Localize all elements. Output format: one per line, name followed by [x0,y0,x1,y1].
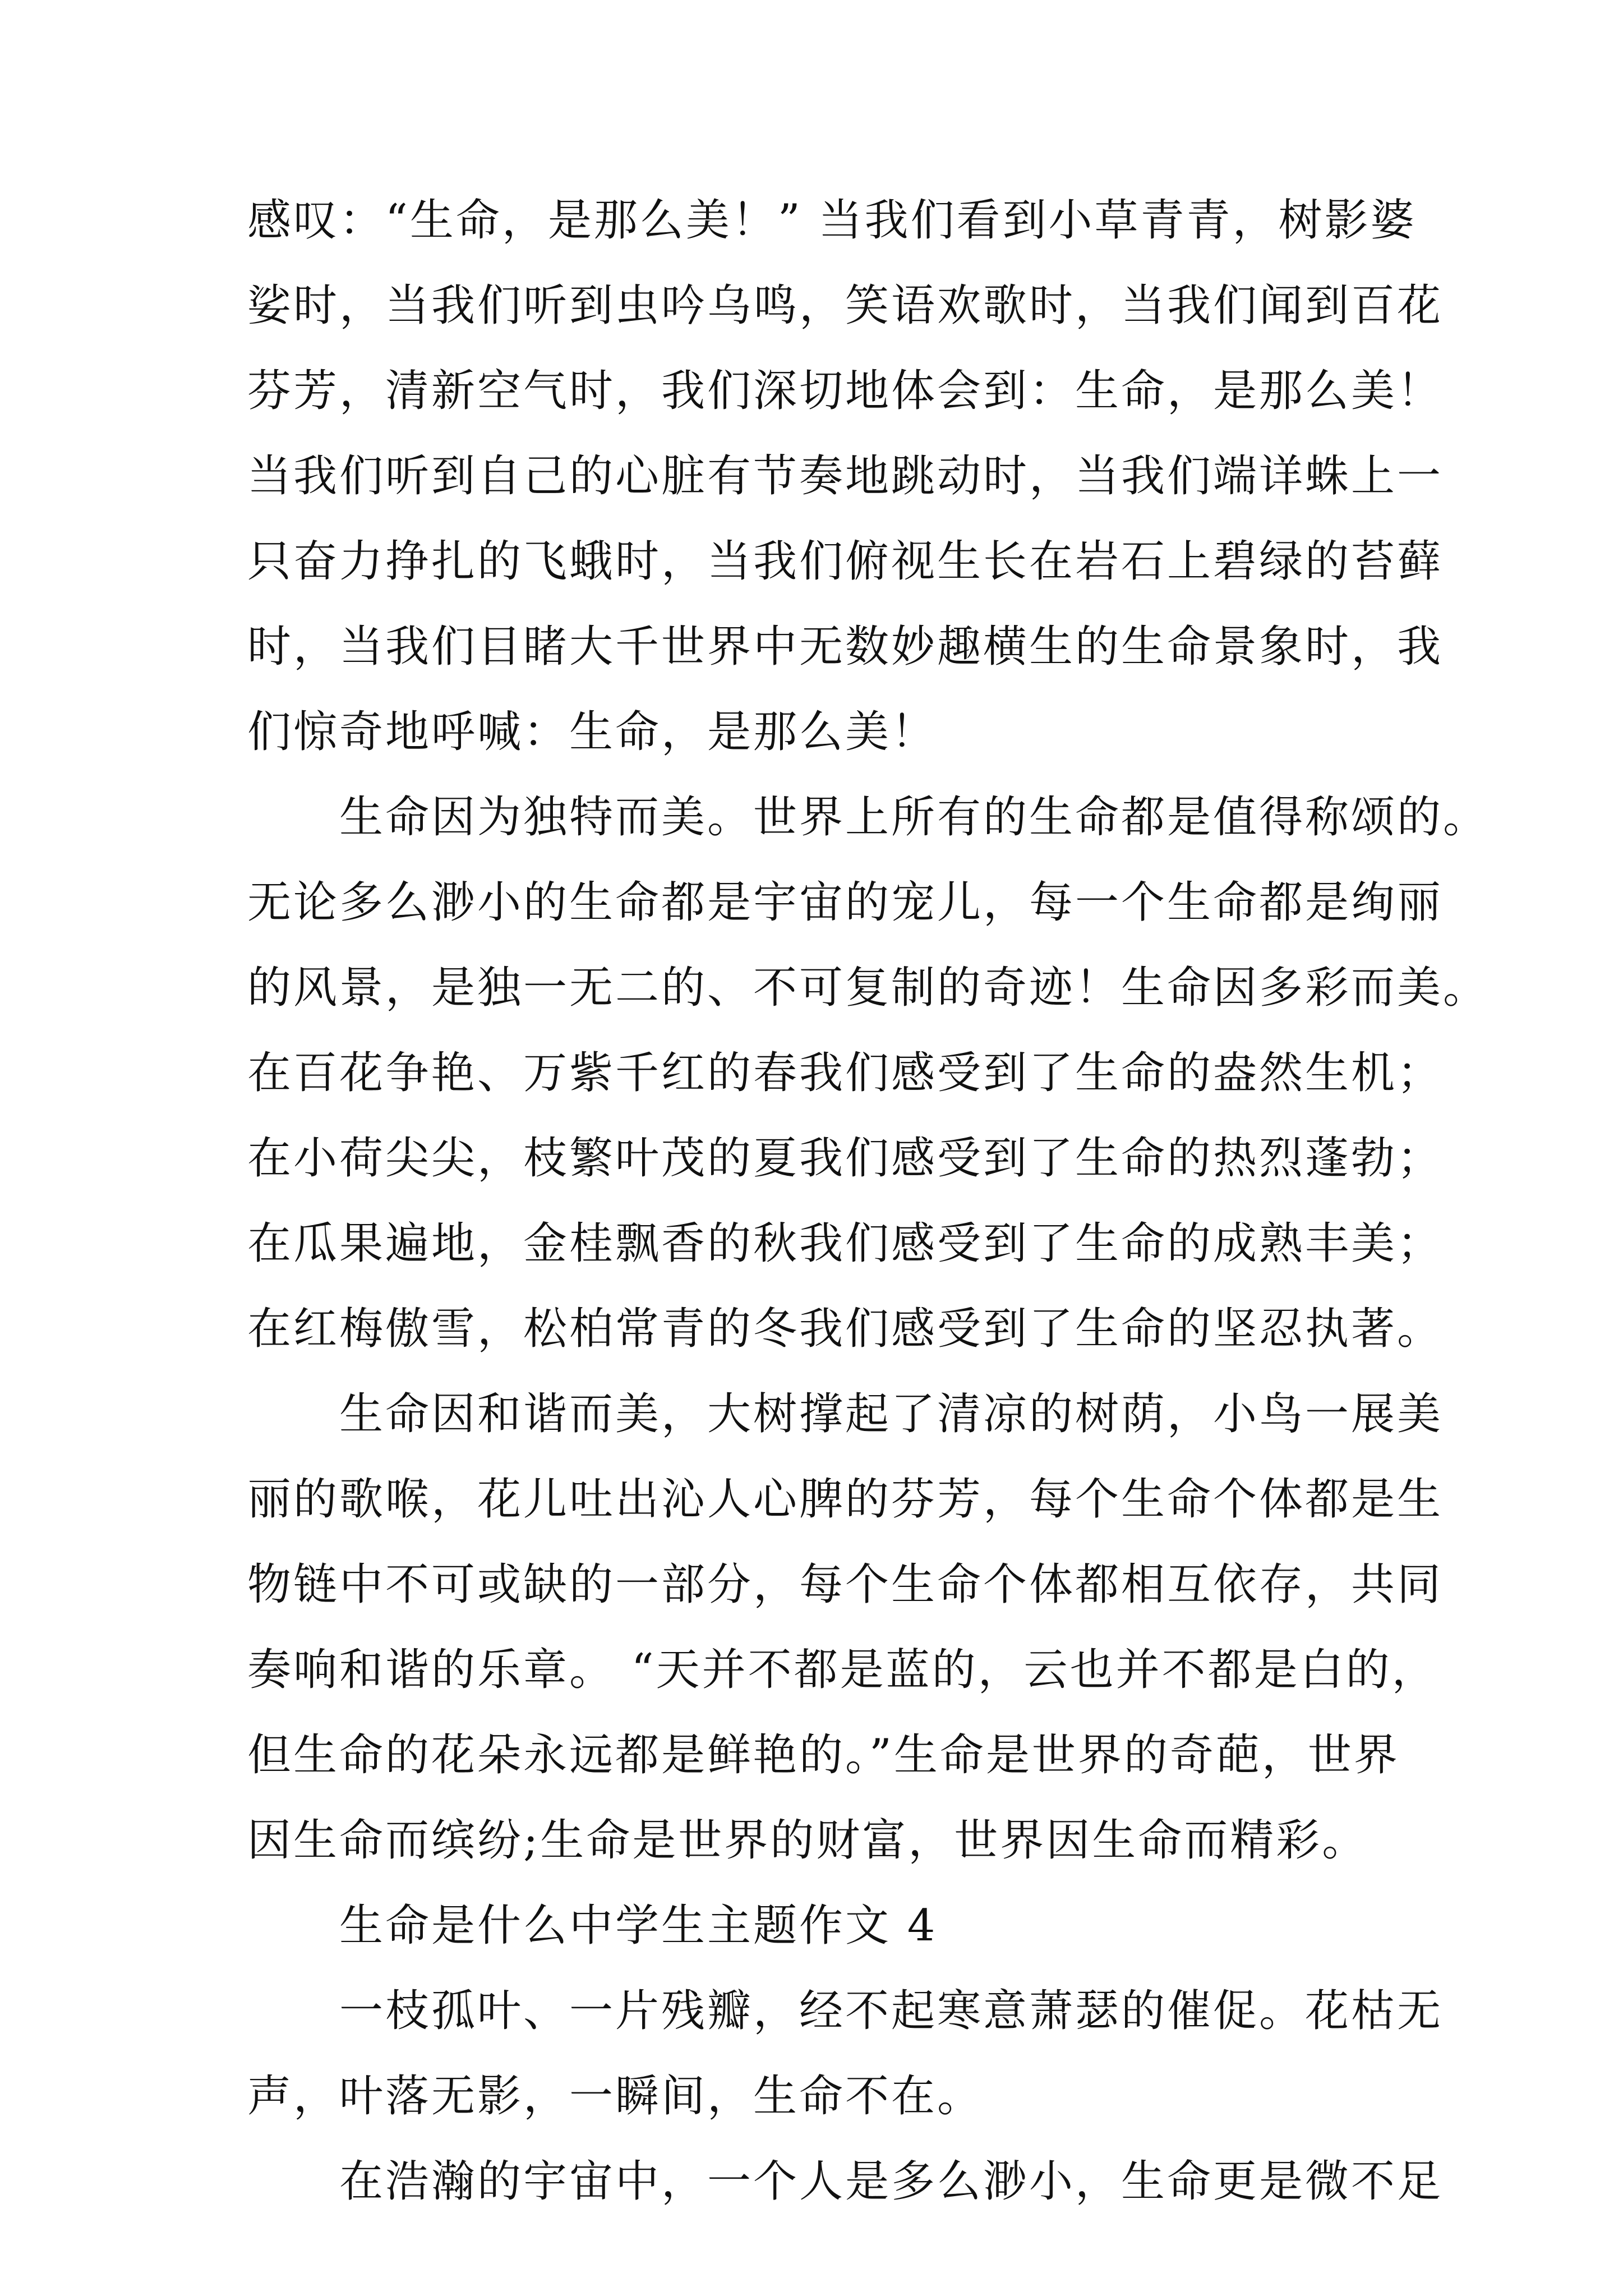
text-line: 在百花争艳、万紫千红的春我们感受到了生命的盎然生机； [247,1048,1444,1098]
paragraph-first-line: 一枝孤叶、一片残瓣，经不起寒意萧瑟的催促。花枯无 [339,1986,1444,2036]
text-line: 丽的歌喉，花儿吐出沁人心脾的芬芳，每个生命个体都是生 [247,1474,1444,1525]
text-line: 声，叶落无影，一瞬间，生命不在。 [247,2071,984,2122]
text-line: 感叹：“生命，是那么美！” 当我们看到小草青青，树影婆 [247,195,1417,246]
text-line: 芬芳，清新空气时，我们深切地体会到：生命，是那么美！ [247,366,1444,416]
text-line: 无论多么渺小的生命都是宇宙的宠儿，每一个生命都是绚丽 [247,877,1444,928]
text-line: 在瓜果遍地，金桂飘香的秋我们感受到了生命的成熟丰美； [247,1218,1444,1269]
text-line: 因生命而缤纷;生命是世界的财富，世界因生命而精彩。 [247,1815,1368,1866]
text-line: 时，当我们目睹大千世界中无数妙趣横生的生命景象时，我 [247,622,1444,672]
text-line: 的风景，是独一无二的、不可复制的奇迹！生命因多彩而美。 [247,963,1490,1013]
text-line: 当我们听到自己的心脏有节奏地跳动时，当我们端详蛛上一 [247,451,1444,501]
document-body [247,178,1490,2224]
section-heading: 生命是什么中学生主题作文 4 [339,1901,938,1951]
text-line: 娑时，当我们听到虫吟乌鸣，笑语欢歌时，当我们闻到百花 [247,280,1444,331]
paragraph-first-line: 生命因为独特而美。世界上所有的生命都是值得称颂的。 [339,792,1490,843]
paragraph-first-line: 在浩瀚的宇宙中，一个人是多么渺小，生命更是微不足 [339,2156,1444,2207]
text-line: 物链中不可或缺的一部分，每个生命个体都相互依存，共同 [247,1559,1444,1610]
text-line: 但生命的花朵永远都是鲜艳的。”生命是世界的奇葩，世界 [247,1730,1400,1780]
text-line: 在小荷尖尖，枝繁叶茂的夏我们感受到了生命的热烈蓬勃； [247,1133,1444,1184]
paragraph-first-line: 生命因和谐而美，大树撑起了清凉的树荫，小鸟一展美 [339,1389,1444,1439]
text-line: 在红梅傲雪，松柏常青的冬我们感受到了生命的坚忍执著。 [247,1304,1444,1354]
text-line: 们惊奇地呼喊：生命，是那么美！ [247,707,938,757]
text-line: 奏响和谐的乐章。 “天并不都是蓝的，云也并不都是白的， [247,1645,1438,1695]
text-line: 只奋力挣扎的飞蛾时，当我们俯视生长在岩石上碧绿的苔藓 [247,536,1444,587]
